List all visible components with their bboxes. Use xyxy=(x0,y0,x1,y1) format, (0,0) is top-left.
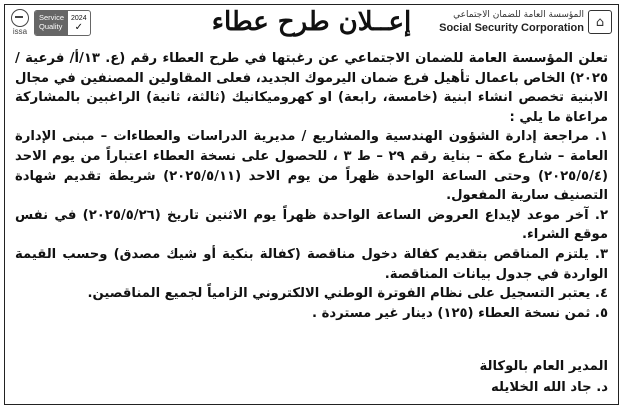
list-item: ١. مراجعة إدارة الشؤون الهندسية والمشاريع / مديرية الدراسات والعطاءات – مبنى الإدارة العامة – شارع مكة – بناية رقم ٢٩ – ط ٣ ، للحصول على نسخة العطاء اعتباراً من يوم الاحد (٢٠٢٥/٥/٤) وحتى الساعة الواحدة ظهراً من يوم الاحد (٢٠٢٥/٥/١١) شريطة تقديم شهادة التصنيف سارية المفعول. xyxy=(15,129,608,204)
list-item: ٣. يلتزم المناقص بتقديم كفالة دخول مناقصة (كفالة بنكية أو شيك مصدق) وحسب القيمة الواردة في جدول بيانات المناقصة. xyxy=(15,246,608,282)
announcement-body xyxy=(15,49,608,323)
list-item: ٤. يعتبر التسجيل على نظام الفوترة الوطني الالكتروني الزامياً لجميع المناقصين. xyxy=(87,286,608,302)
issa-icon xyxy=(11,9,29,27)
issa-label: issa xyxy=(12,27,28,36)
header xyxy=(5,5,618,43)
list-item: ٢. آخر موعد لإيداع العروض الساعة الواحدة ظهراً يوم الاثنين تاريخ (٢٠٢٥/٥/٢٦) في نفس موقع الشراء. xyxy=(15,207,608,243)
badge-label-line2: Quality xyxy=(39,21,63,31)
badge-label-line1: Service xyxy=(39,13,65,22)
ssc-logo-icon: ⌂ xyxy=(588,10,612,34)
intro-paragraph: تعلن المؤسسة العامة للضمان الاجتماعي عن رغبتها في طرح العطاء رقم (ع. ١٣/أ/ فرعية / ٢٠٢٥) الخاص باعمال تأهيل فرع ضمان اليرموك الجديد، فعلى المقاولين المصنفين في مجال الابنية تخصص انشاء ابنية (خامسة، رابعة) او كهروميكانيك (ثالثة، ثانية) الراغبين بالمشاركة مراعاة ما يلي : xyxy=(15,51,608,125)
service-quality-badge xyxy=(34,10,91,36)
org-name-arabic: المؤسسة العامة للضمان الاجتماعي xyxy=(453,10,584,20)
check-icon: ✓ xyxy=(74,21,83,33)
advertisement-frame xyxy=(4,4,619,405)
page-title: إعــلان طرح عطاء xyxy=(211,7,412,37)
list-item: ٥. ثمن نسخة العطاء (١٢٥) دينار غير مستردة . xyxy=(312,305,608,321)
issa-logo xyxy=(11,9,29,36)
badges xyxy=(11,9,91,36)
org-name-english: Social Security Corporation xyxy=(439,22,584,34)
signatory-role: المدير العام بالوكالة xyxy=(479,359,608,374)
signature-block xyxy=(480,356,609,398)
signatory-name: د. جاد الله الخلايله xyxy=(491,380,608,395)
badge-year: 2024 xyxy=(71,14,87,22)
